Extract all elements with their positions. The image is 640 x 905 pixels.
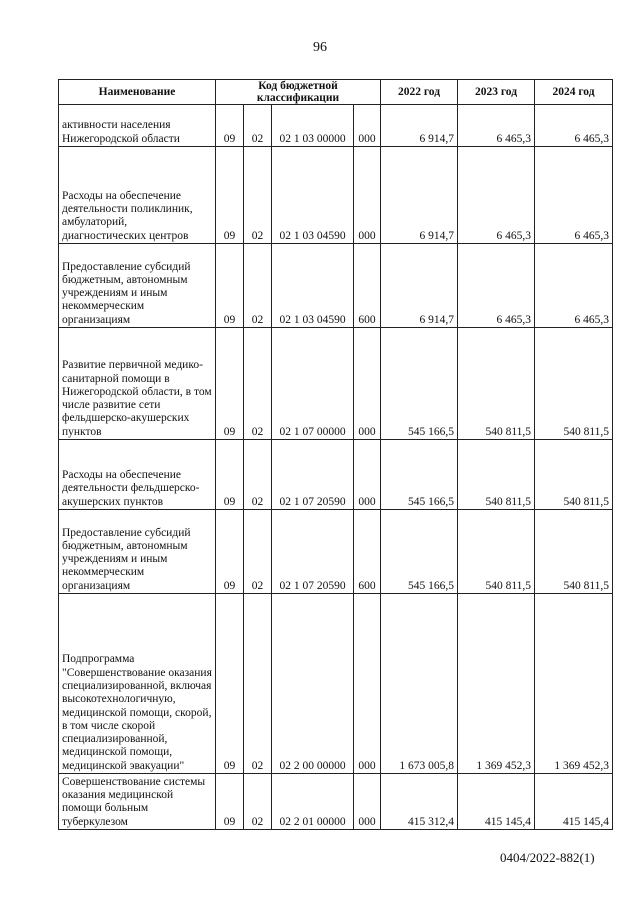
- row-value-2023: 1 369 452,3: [458, 594, 535, 774]
- table-row: [59, 105, 613, 147]
- table-row: [59, 147, 613, 244]
- table-row: [59, 774, 613, 830]
- row-value-2022: 545 166,5: [381, 510, 458, 594]
- row-code-section: 09: [216, 510, 244, 594]
- row-code-type: 600: [354, 510, 381, 594]
- row-code-subsection: 02: [244, 105, 272, 147]
- row-value-2024: 540 811,5: [535, 510, 613, 594]
- row-code-section: 09: [216, 147, 244, 244]
- row-code-type: 000: [354, 774, 381, 830]
- table-row: [59, 328, 613, 440]
- budget-table: [58, 79, 613, 830]
- row-name: Совершенствование системы оказания медицинской помощи больным туберкулезом: [59, 774, 216, 830]
- row-name: Предоставление субсидий бюджетным, автономным учреждениям и иным некоммерческим организациям: [59, 510, 216, 594]
- row-code-type: 000: [354, 440, 381, 510]
- table-row: [59, 440, 613, 510]
- row-name: Предоставление субсидий бюджетным, автономным учреждениям и иным некоммерческим организациям: [59, 244, 216, 328]
- row-code-target: 02 1 03 04590: [272, 244, 354, 328]
- row-code-subsection: 02: [244, 328, 272, 440]
- table-row: [59, 244, 613, 328]
- table-row: [59, 594, 613, 774]
- header-code: Код бюджетной классификации: [216, 80, 381, 105]
- header-2024: 2024 год: [535, 80, 613, 105]
- table-row: [59, 510, 613, 594]
- row-value-2023: 540 811,5: [458, 440, 535, 510]
- row-code-section: 09: [216, 328, 244, 440]
- row-code-section: 09: [216, 774, 244, 830]
- row-code-section: 09: [216, 440, 244, 510]
- row-code-type: 600: [354, 244, 381, 328]
- row-value-2023: 6 465,3: [458, 105, 535, 147]
- row-code-target: 02 1 07 20590: [272, 440, 354, 510]
- row-code-target: 02 1 07 00000: [272, 328, 354, 440]
- row-name: Расходы на обеспечение деятельности фельдшерско-акушерских пунктов: [59, 440, 216, 510]
- row-code-type: 000: [354, 594, 381, 774]
- row-value-2022: 545 166,5: [381, 440, 458, 510]
- row-value-2023: 6 465,3: [458, 244, 535, 328]
- row-value-2022: 6 914,7: [381, 147, 458, 244]
- row-code-subsection: 02: [244, 774, 272, 830]
- row-value-2023: 415 145,4: [458, 774, 535, 830]
- row-value-2022: 6 914,7: [381, 105, 458, 147]
- row-value-2023: 540 811,5: [458, 328, 535, 440]
- page-number: 96: [313, 40, 327, 55]
- header-name: Наименование: [59, 80, 216, 105]
- row-name: активности населения Нижегородской области: [59, 105, 216, 147]
- document-code: 0404/2022-882(1): [500, 850, 595, 865]
- table-header-row: [59, 80, 613, 105]
- row-name: Развитие первичной медико-санитарной помощи в Нижегородской области, в том числе развитие сети фельдшерско-акушерских пунктов: [59, 328, 216, 440]
- row-value-2024: 6 465,3: [535, 105, 613, 147]
- row-code-section: 09: [216, 594, 244, 774]
- row-code-target: 02 2 01 00000: [272, 774, 354, 830]
- header-2022: 2022 год: [381, 80, 458, 105]
- row-code-subsection: 02: [244, 594, 272, 774]
- row-code-type: 000: [354, 147, 381, 244]
- row-value-2024: 540 811,5: [535, 440, 613, 510]
- row-value-2022: 545 166,5: [381, 328, 458, 440]
- row-code-subsection: 02: [244, 440, 272, 510]
- row-code-target: 02 1 03 04590: [272, 147, 354, 244]
- row-code-section: 09: [216, 244, 244, 328]
- row-value-2022: 1 673 005,8: [381, 594, 458, 774]
- row-code-type: 000: [354, 328, 381, 440]
- row-code-subsection: 02: [244, 147, 272, 244]
- row-value-2022: 6 914,7: [381, 244, 458, 328]
- row-name: Подпрограмма "Совершенствование оказания специализированной, включая высокотехнологичную, медицинской помощи, скорой, в том числе скорой специализированной, медицинской помощи, медицинской эвакуации": [59, 594, 216, 774]
- row-code-section: 09: [216, 105, 244, 147]
- row-code-type: 000: [354, 105, 381, 147]
- row-value-2024: 6 465,3: [535, 244, 613, 328]
- row-value-2024: 540 811,5: [535, 328, 613, 440]
- row-value-2024: 1 369 452,3: [535, 594, 613, 774]
- row-code-subsection: 02: [244, 244, 272, 328]
- row-value-2024: 415 145,4: [535, 774, 613, 830]
- row-name: Расходы на обеспечение деятельности поликлиник, амбулаторий, диагностических центров: [59, 147, 216, 244]
- row-code-subsection: 02: [244, 510, 272, 594]
- row-value-2023: 540 811,5: [458, 510, 535, 594]
- row-value-2023: 6 465,3: [458, 147, 535, 244]
- row-code-target: 02 1 07 20590: [272, 510, 354, 594]
- row-code-target: 02 1 03 00000: [272, 105, 354, 147]
- row-value-2024: 6 465,3: [535, 147, 613, 244]
- row-value-2022: 415 312,4: [381, 774, 458, 830]
- row-code-target: 02 2 00 00000: [272, 594, 354, 774]
- header-2023: 2023 год: [458, 80, 535, 105]
